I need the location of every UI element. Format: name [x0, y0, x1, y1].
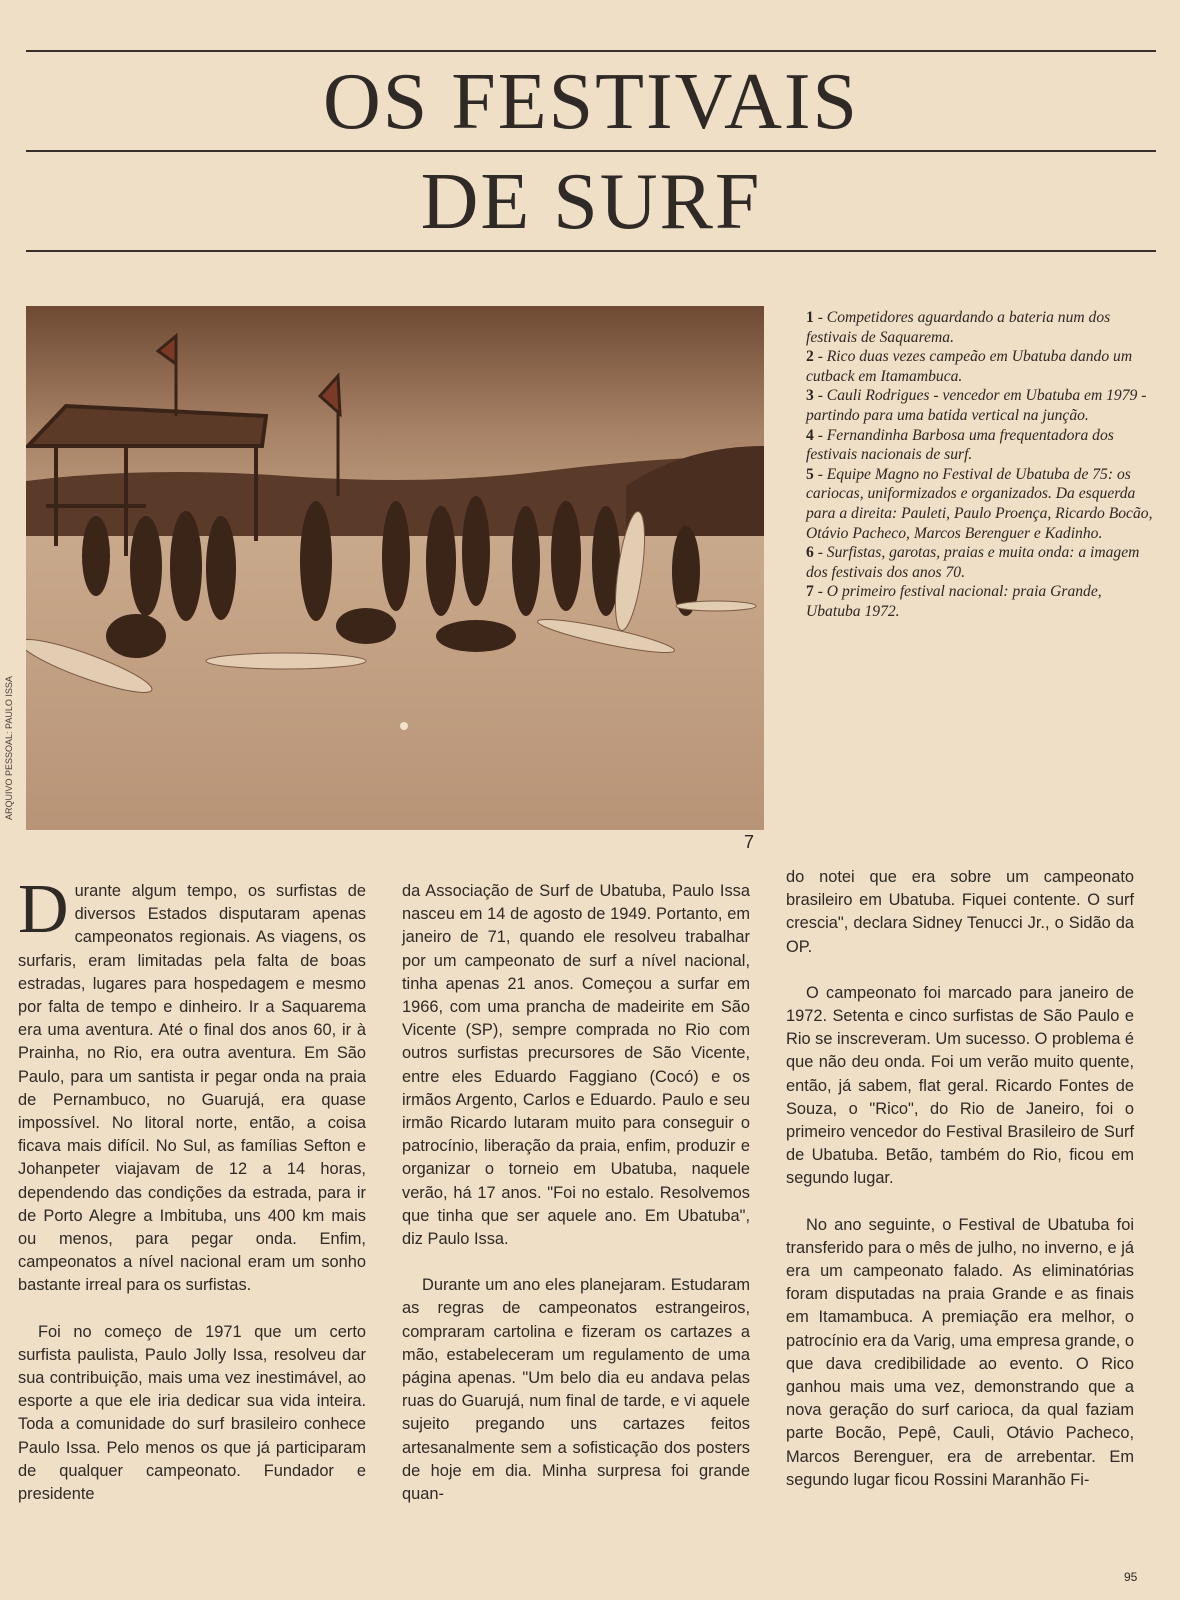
paragraph: Durante algum tempo, os surfistas de diversos Estados disputaram apenas campeonatos regionais. As viagens, os surfaris, eram limitadas pela falta de boas estradas, lugares para hospedagem e mesmo por falta de tempo e dinheiro. Ir a Saquarema era uma aventura. Até o final dos anos 60, ir à Prainha, no Rio, era outra aventura. Em São Paulo, para um santista ir pegar onda na praia de Pernambuco, no Guarujá, era quase impossível. No litoral norte, então, a coisa ficava mais difícil. No Sul, as famílias Sefton e Johanpeter viajavam de 12 a 14 horas, dependendo das condições da estrada, para ir de Porto Alegre a Imbituba, uns 400 km mais ou menos, para pegar onda. Enfim, campeonatos a nível nacional eram um sonho bastante irreal para os surfistas. — [18, 871, 366, 1295]
caption-item: 3 - Cauli Rodrigues - vencedor em Ubatuba em 1979 - partindo para uma batida vertical na junção. — [806, 387, 1147, 424]
page-title-line2: DE SURF — [420, 158, 762, 246]
paragraph: da Associação de Surf de Ubatuba, Paulo Issa nasceu em 14 de agosto de 1949. Portanto, em janeiro de 71, quando ele resolveu trabalhar por um campeonato de surf a nível nacional, tinha apenas 21 anos. Começou a surfar em 1966, com uma prancha de madeirite em São Vicente (SP), sempre comprada no Rio com outros surfistas precursores de São Vicente, entre eles Eduardo Faggiano (Cocó) e os irmãos Argento, Carlos e Eduardo. Paulo e seu irmão Ricardo lutaram muito para conseguir o patrocínio, liberação da praia, enfim, produzir e organizar o torneio em Ubatuba, naquele verão, há 17 anos. "Foi no estalo. Resolvemos que tinha que ser aquele ano. Em Ubatuba", diz Paulo Issa. — [402, 882, 750, 1249]
paragraph: Durante um ano eles planejaram. Estudaram as regras de campeonatos estrangeiros, compraram cartolina e fizeram os cartazes a mão, estabeleceram um regulamento de uma página apenas. "Um belo dia eu andava pelas ruas do Guarujá, num final de tarde, e vi aquele sujeito pregando uns cartazes feitos artesanalmente sem a sofisticação dos posters de hoje em dia. Minha surpresa foi grande quan- — [402, 1276, 750, 1504]
paragraph: O campeonato foi marcado para janeiro de 1972. Setenta e cinco surfistas de São Paulo e Rio se inscreveram. Um sucesso. O problema é que não deu onda. Foi um verão muito quente, então, já sabem, flat geral. Ricardo Fontes de Souza, o "Rico", do Rio de Janeiro, foi o primeiro vencedor do Festival Brasileiro de Surf de Ubatuba. Betão, também do Rio, ficou em segundo lugar. — [786, 983, 1134, 1188]
caption-item: 6 - Surfistas, garotas, praias e muita onda: a imagem dos festivais dos anos 70. — [806, 544, 1140, 581]
paragraph: No ano seguinte, o Festival de Ubatuba foi transferido para o mês de julho, no inverno, e já era um campeonato falado. As eliminatórias foram disputadas na praia Grande e as finais em Itamambuca. A premiação era melhor, o patrocínio era da Varig, uma empresa grande, o que dava credibilidade ao evento. O Rico ganhou mais uma vez, demonstrando que a nova geração do surf carioca, da qual faziam parte Bocão, Pepê, Cauli, Otávio Pacheco, Marcos Berenguer, era de arrebentar. Em segundo lugar ficou Rossini Maranhão Fi- — [786, 1215, 1134, 1489]
beach-photo — [26, 306, 764, 830]
page-number: 95 — [1124, 1570, 1138, 1584]
bottom-rule — [26, 250, 1156, 252]
photo-credit: ARQUIVO PESSOAL: PAULO ISSA — [4, 676, 14, 820]
paragraph: Foi no começo de 1971 que um certo surfista paulista, Paulo Jolly Issa, resolveu dar sua contribuição, mais uma vez inestimável, ao esporte a que ele iria dedicar sua vida inteira. Toda a comunidade do surf brasileiro conhece Paulo Issa. Pelo menos os que já participaram de qualquer campeonato. Fundador e presidente — [18, 1322, 366, 1504]
can — [400, 722, 408, 730]
caption-item: 7 - O primeiro festival nacional: praia Grande, Ubatuba 1972. — [806, 583, 1102, 620]
caption-item: 4 - Fernandinha Barbosa uma frequentadora dos festivais nacionais de surf. — [806, 426, 1114, 464]
photo-number: 7 — [744, 832, 755, 852]
caption-item: 2 - Rico duas vezes campeão em Ubatuba dando um cutback em Itamambuca. — [806, 348, 1133, 385]
caption-item: 5 - Equipe Magno no Festival de Ubatuba de 75: os cariocas, uniformizados e organizados. Da esquerda para a direita: Pauleti, Paulo Proença, Ricardo Bocão, Otávio Pacheco, Marcos Berenguer e Kadinho. — [806, 465, 1153, 542]
drop-cap: D — [18, 871, 69, 948]
article-column-2 — [402, 880, 750, 1529]
caption-item: 1 - Competidores aguardando a bateria num dos festivais de Saquarema. — [806, 309, 1111, 346]
article-column-3 — [786, 866, 1134, 1515]
top-rule — [26, 50, 1156, 52]
article-column-1 — [18, 871, 366, 1529]
beach-photo-illustration — [26, 306, 764, 830]
page-title-line1: OS FESTIVAIS — [323, 58, 859, 146]
photo-captions — [806, 308, 1154, 622]
paragraph: do notei que era sobre um campeonato brasileiro em Ubatuba. Fiquei contente. O surf crescia", declara Sidney Tenucci Jr., o Sidão da OP. — [786, 868, 1134, 956]
middle-rule — [26, 150, 1156, 152]
